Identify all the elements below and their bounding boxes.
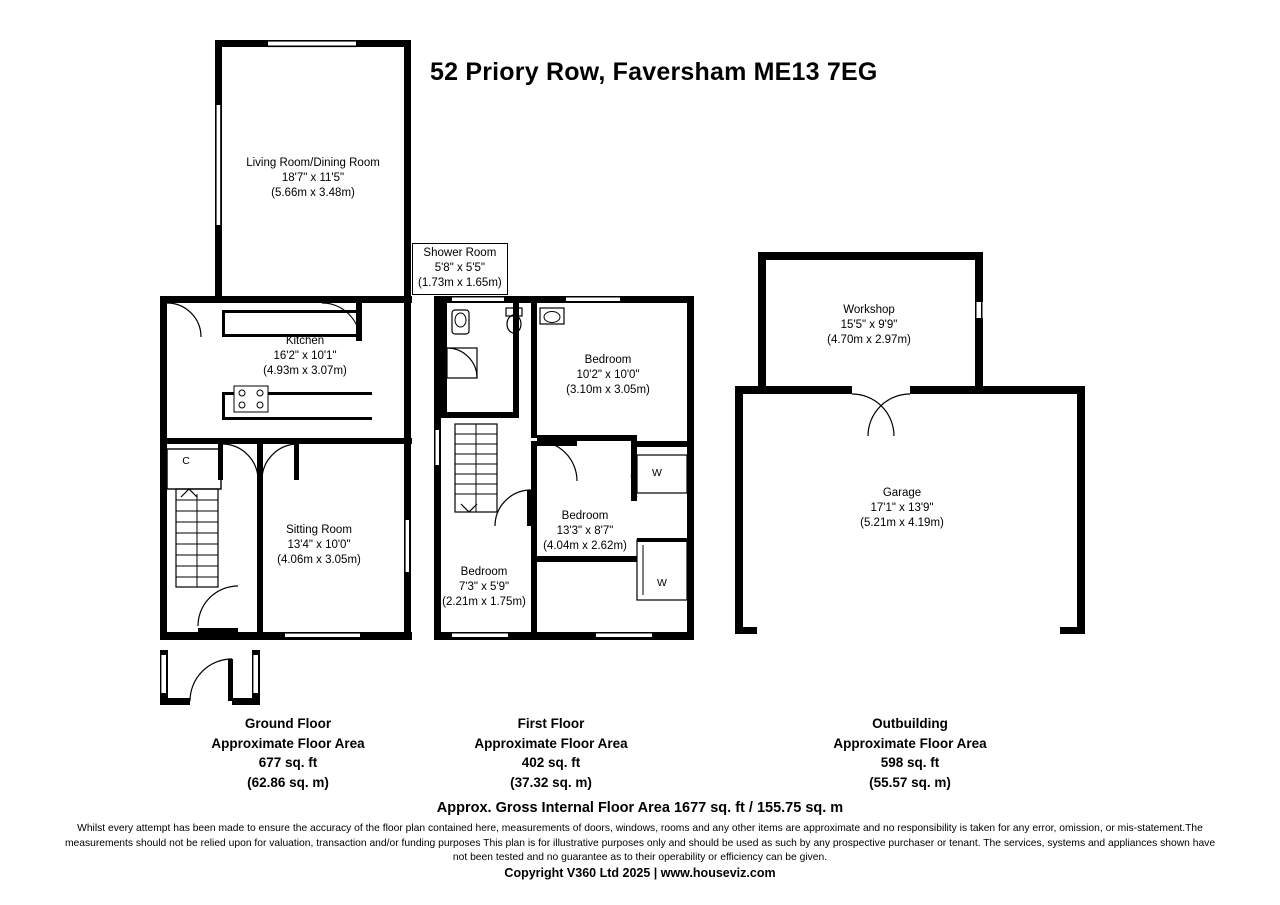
room-label-bedroom-3: Bedroom 7'3" x 5'9" (2.21m x 1.75m) xyxy=(442,566,526,608)
wall-ground-hall-vertical xyxy=(257,444,263,634)
wall-garage-bottom-left xyxy=(735,627,757,634)
wall-first-left xyxy=(434,296,441,640)
room-label-workshop: Workshop 15'5" x 9'9" (4.70m x 2.97m) xyxy=(827,304,911,346)
wall-garage-top-left xyxy=(735,386,852,394)
wall-workshop-right xyxy=(975,252,983,302)
wall-ground-left-lower xyxy=(160,460,167,640)
wall-garage-right xyxy=(1077,386,1085,634)
wall-first-right xyxy=(687,296,694,640)
floor-caption-outbuilding: Outbuilding Approximate Floor Area 598 sq. ft (55.57 sq. m) xyxy=(833,716,987,790)
room-label-sitting: Sitting Room 13'4" x 10'0" (4.06m x 3.05m) xyxy=(277,524,361,566)
gross-area-text: Approx. Gross Internal Floor Area 1677 sq. ft / 155.75 sq. m xyxy=(436,800,844,816)
wall-workshop-left xyxy=(758,252,766,386)
room-label-bedroom-2: Bedroom 13'3" x 8'7" (4.04m x 2.62m) xyxy=(543,510,627,552)
wall-ground-mid-horizontal xyxy=(167,438,262,444)
floor-caption-first: First Floor Approximate Floor Area 402 sq. ft (37.32 sq. m) xyxy=(474,716,628,790)
page-title: 52 Priory Row, Faversham ME13 7EG xyxy=(430,58,878,86)
floor-caption-ground: Ground Floor Approximate Floor Area 677 sq. ft (62.86 sq. m) xyxy=(211,716,365,790)
disclaimer-text: Whilst every attempt has been made to ensure the accuracy of the floor plan contained here, measurements of doors, windows, rooms and any other items are approximate and no responsibility is taken for any error, omission, or mis-statement.The measurements should not be relied upon for valuation, transaction and/or funding purposes This plan is for illustrative purposes only and should be used as such by any prospective purchaser or tenant. The services, systems and appliances shown have not been tested and no guarantee as to their operability or efficiency can be given. xyxy=(64,823,1216,864)
wall-workshop-top xyxy=(758,252,983,260)
room-label-bedroom-1: Bedroom 10'2" x 10'0" (3.10m x 3.05m) xyxy=(566,354,650,396)
room-label-shower: Shower Room 5'8" x 5'5" (1.73m x 1.65m) xyxy=(412,243,508,295)
room-label-kitchen: Kitchen 16'2" x 10'1" (4.93m x 3.07m) xyxy=(263,335,347,377)
wall-garage-bottom-right xyxy=(1060,627,1085,634)
wall-garage-left xyxy=(735,386,743,634)
cupboard-marker: C xyxy=(182,455,190,467)
wall-garage-top-right xyxy=(910,386,1085,394)
copyright-text: Copyright V360 Ltd 2025 | www.houseviz.com xyxy=(504,866,776,880)
room-label-garage: Garage 17'1" x 13'9" (5.21m x 4.19m) xyxy=(860,487,944,529)
wardrobe-marker-1: W xyxy=(652,467,662,479)
wardrobe-marker-2: W xyxy=(657,577,667,589)
room-label-living: Living Room/Dining Room 18'7" x 11'5" (5.66m x 3.48m) xyxy=(246,157,380,199)
wall-ground-left-upper xyxy=(160,296,167,471)
